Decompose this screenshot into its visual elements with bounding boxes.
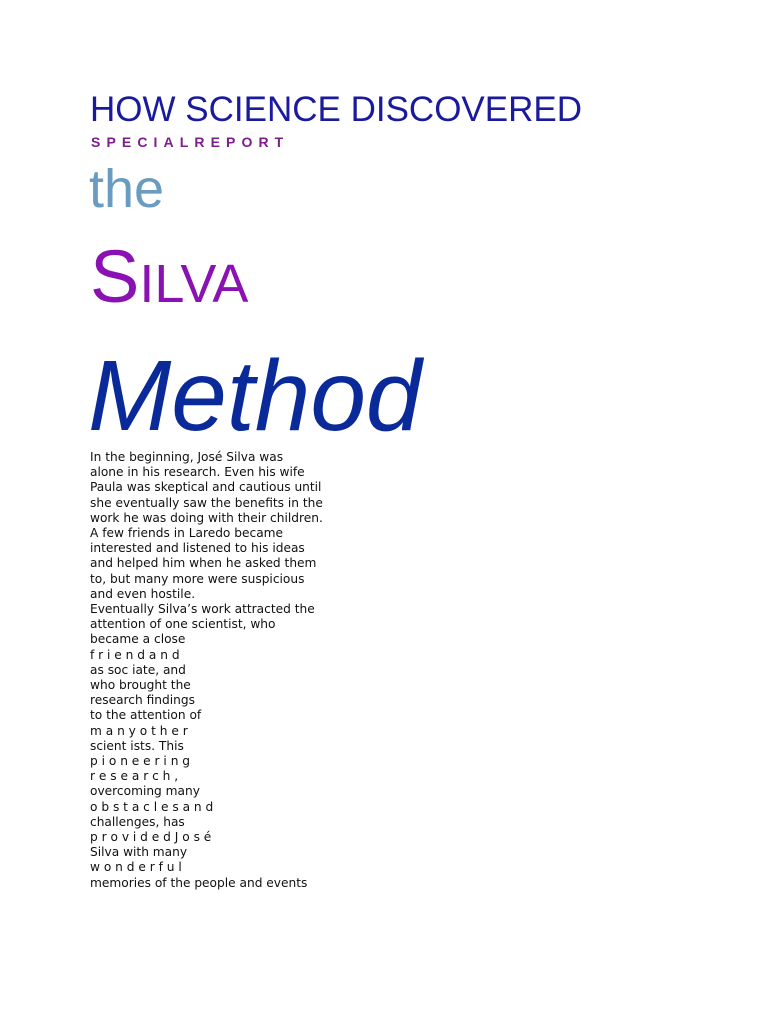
body-line: alone in his research. Even his wife xyxy=(90,465,305,480)
body-line: became a close xyxy=(90,632,186,647)
body-line: attention of one scientist, who xyxy=(90,617,276,632)
body-line: and even hostile. xyxy=(90,586,196,601)
body-line: as soc iate, and xyxy=(90,662,186,677)
body-line: A few friends in Laredo became xyxy=(90,526,284,541)
body-line: p i o n e e r i n g xyxy=(90,754,191,769)
body-line: In the beginning, José Silva was xyxy=(90,450,284,464)
body-line: w o n d e r f u l xyxy=(90,860,182,875)
title-silva-rest: ILVA xyxy=(139,254,249,314)
title-the: the xyxy=(89,159,165,219)
body-line: work he was doing with their children. xyxy=(90,510,323,525)
body-line: overcoming many xyxy=(90,784,200,799)
body-line: Paula was skeptical and cautious until xyxy=(90,480,322,495)
body-line: memories of the people and events xyxy=(90,875,308,890)
body-line: to, but many more were suspicious xyxy=(90,571,305,586)
title-silva-initial: S xyxy=(90,235,140,318)
body-line: r e s e a r c h , xyxy=(90,769,179,784)
body-line: she eventually saw the benefits in the xyxy=(90,495,323,510)
document-subheading: SPECIALREPORT xyxy=(91,134,290,150)
body-line: challenges, has xyxy=(90,814,185,829)
body-line: to the attention of xyxy=(90,708,202,723)
document-heading: HOW SCIENCE DISCOVERED xyxy=(90,90,582,129)
body-line: o b s t a c l e s a n d xyxy=(90,799,214,814)
body-line: p r o v i d e d J o s é xyxy=(90,830,212,845)
body-line: who brought the xyxy=(90,678,191,693)
body-line: research findings xyxy=(90,693,195,708)
body-line: f r i e n d a n d xyxy=(90,647,180,662)
title-silva xyxy=(90,237,248,338)
body-line: interested and listened to his ideas xyxy=(90,541,305,556)
body-line: scient ists. This xyxy=(90,738,184,753)
body-line: m a n y o t h e r xyxy=(90,723,188,738)
body-line: Eventually Silva’s work attracted the xyxy=(90,602,315,617)
body-paragraph xyxy=(90,450,350,891)
body-line: Silva with many xyxy=(90,845,188,860)
title-method: Method xyxy=(88,340,422,452)
body-line: and helped him when he asked them xyxy=(90,556,317,571)
